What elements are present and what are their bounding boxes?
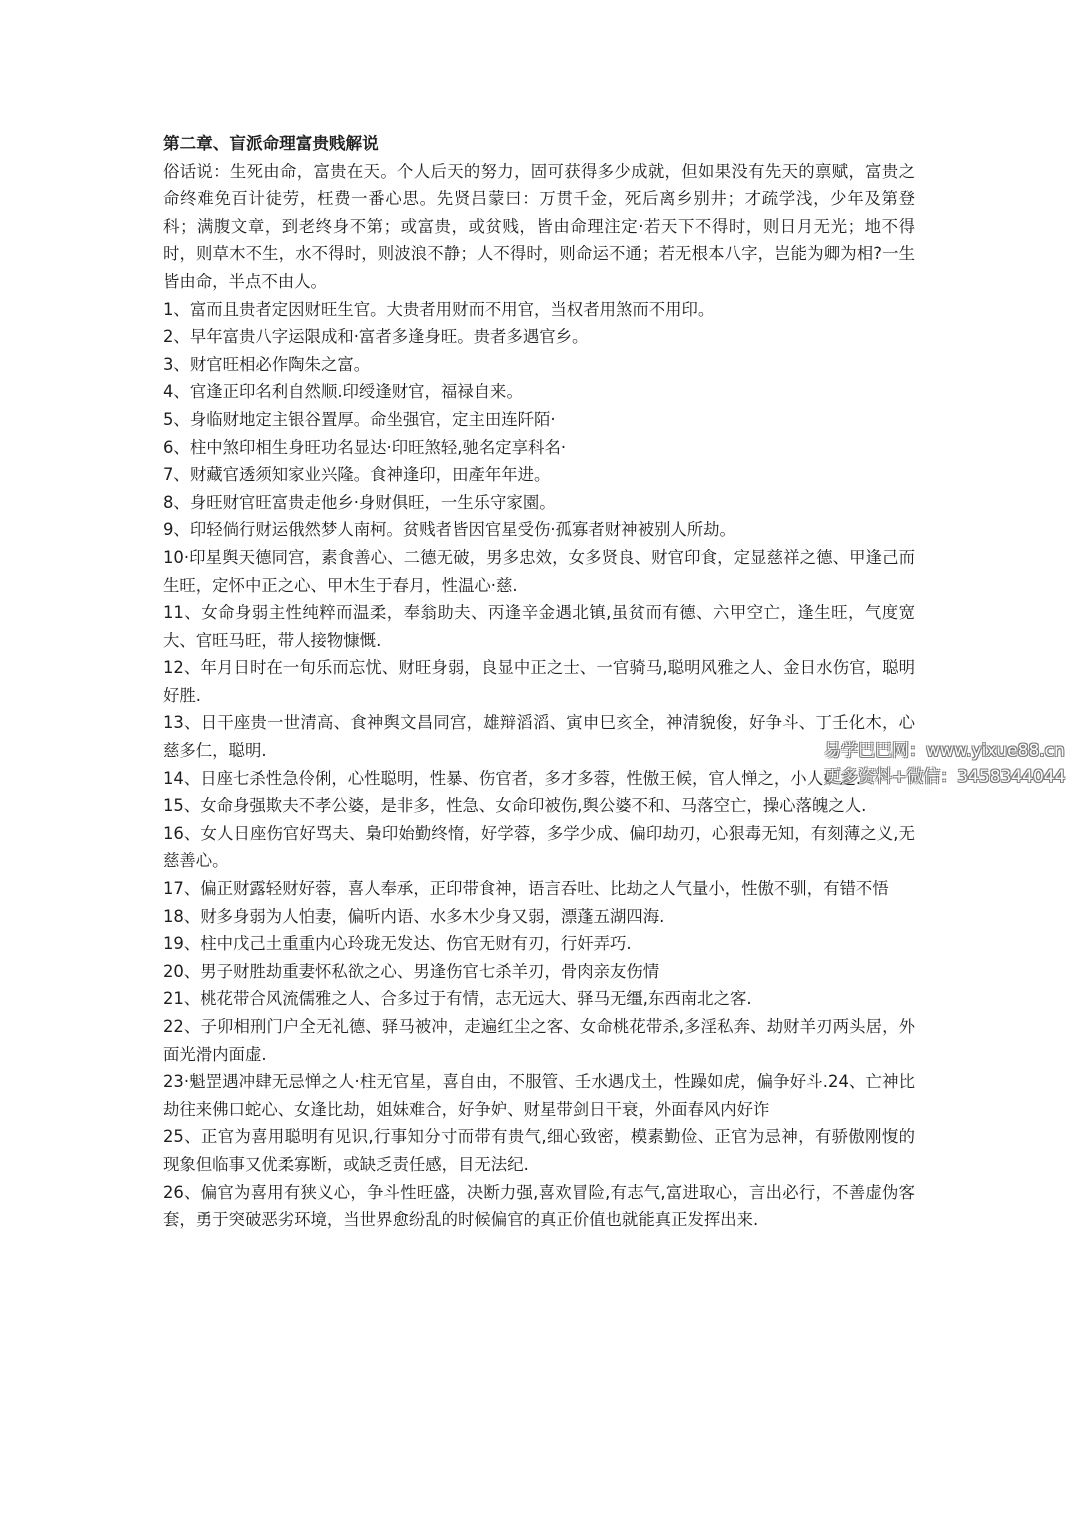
paragraph: 17、偏正财露轻财好蓉，喜人奉承，正印带食神，语言吞吐、比劫之人气量小，性傲不驯，有错不悟 [163,879,889,899]
watermark-contact: 更多资料+微信：3458344044 [824,767,1066,787]
paragraph: 19、柱中戊己土重重内心玲珑无发达、伤官无财有刃，行奸弄巧. [163,934,632,954]
paragraph: 4、官逢正印名利自然顺.印绶逢财官，福禄自来。 [163,382,523,402]
paragraph: 12、年月日时在一旬乐而忘忧、财旺身弱，良显中正之士、一官骑马,聪明风雅之人、金日水伤官，聪明好胜. [163,658,915,705]
watermark-website: 易学巴巴网：www.yixue88.cn [824,741,1065,761]
paragraph: 15、女命身强欺夫不孝公婆，是非多，性急、女命印被伤,舆公婆不和、马落空亡，操心落魄之人. [163,796,867,816]
paragraph: 22、子卯相刑门户全无礼德、驿马被冲，走遍红尘之客、女命桃花带杀,多淫私奔、劫财羊刃两头居，外面光滑内面虚. [163,1017,915,1064]
paragraph: 21、桃花带合风流儒雅之人、合多过于有情，志无远大、驿马无缰,东西南北之客. [163,989,752,1009]
paragraph: 18、财多身弱为人怕妻，偏听内语、水多木少身又弱，漂蓬五湖四海. [163,906,665,926]
paragraph: 13、日干座贵一世清高、食神舆文昌同宫，雄辩滔滔、寅申巳亥全，神清貌俊，好争斗、丁壬化木，心慈多仁，聪明. [163,713,915,761]
paragraph: 23·魁罡遇冲肆无忌惮之人·柱无官星，喜自由，不服管、壬水遇戊土，性躁如虎，偏争好斗.24、亡神比劫往来佛口蛇心、女逢比劫，姐妹难合，好争妒、财星带剑日干衰，外面春风内好诈 [163,1072,915,1119]
paragraph: 3、财官旺相必作陶朱之富。 [163,354,371,374]
paragraph: 14、日座七杀性急伶俐，心性聪明，性暴、伤官者，多才多蓉，性傲王候，官人惮之，小人妒之. [163,768,862,788]
paragraph: 20、男子财胜劫重妻怀私欲之心、男逢伤官七杀羊刃，骨肉亲友伤情 [163,961,660,981]
paragraph: 6、柱中煞印相生身旺功名显达·印旺煞轻,驰名定享科名· [163,437,567,457]
paragraph: 1、富而且贵者定因财旺生官。大贵者用财而不用官，当权者用煞而不用印。 [163,299,715,319]
paragraph: 9、印轻倘行财运俄然梦人南柯。贫贱者皆因官星受伤·孤寡者财神被别人所劫。 [163,520,736,540]
document-body [163,130,915,1234]
paragraph: 5、身临财地定主银谷置厚。命坐强官，定主田连阡陌· [163,409,556,429]
paragraph: 26、偏官为喜用有狭义心，争斗性旺盛，决断力强,喜欢冒险,有志气,富进取心，言出必行，不善虚伪客套，勇于突破恶劣环境，当世界愈纷乱的时候偏官的真正价值也就能真正发挥出来. [163,1182,915,1230]
paragraph: 2、早年富贵八字运限成和·富者多逢身旺。贵者多遇官乡。 [163,327,589,347]
paragraph: 俗话说：生死由命，富贵在天。个人后天的努力，固可获得多少成就，但如果没有先天的禀赋，富贵之命终难免百计徒劳，枉费一番心思。先贤吕蒙曰：万贯千金，死后离乡别井；才疏学浅，少年及第登科；满腹文章，到老终身不第；或富贵，或贫贱，皆由命理注定·若天下不得时，则日月无光；地不得时，则草木不生，水不得时，则波浪不静；人不得时，则命运不通；若无根本八字，岂能为卿为相?一生皆由命，半点不由人。 [163,161,915,291]
paragraph: 7、财藏官透须知家业兴隆。食神逢印，田產年年进。 [163,465,551,485]
paragraph: 8、身旺财官旺富贵走他乡·身财俱旺，一生乐守家園。 [163,492,556,512]
paragraph: 11、女命身弱主性纯粹而温柔，奉翁助夫、丙逢辛金遇北镇,虽贫而有德、六甲空亡，逢生旺，气度宽大、官旺马旺，带人接物慷慨. [163,603,915,650]
paragraph: 10·印星舆天德同宫，素食善心、二德无破，男多忠效，女多贤良、财官印食，定显慈祥之德、甲逢己而生旺，定怀中正之心、甲木生于春月，性温心·慈. [163,547,915,595]
paragraph: 25、正官为喜用聪明有见识,行事知分寸而带有贵气,细心致密，模素勤俭、正官为忌神，有骄傲刚愎的现象但临事又优柔寡断，或缺乏责任感，目无法纪. [163,1127,915,1174]
chapter-title: 第二章、盲派命理富贵贱解说 [163,134,379,153]
paragraph: 16、女人日座伤官好骂夫、梟印始勤终惰，好学蓉，多学少成、偏印劫刃，心狠毒无知，有刻薄之义,无慈善心。 [163,823,915,871]
